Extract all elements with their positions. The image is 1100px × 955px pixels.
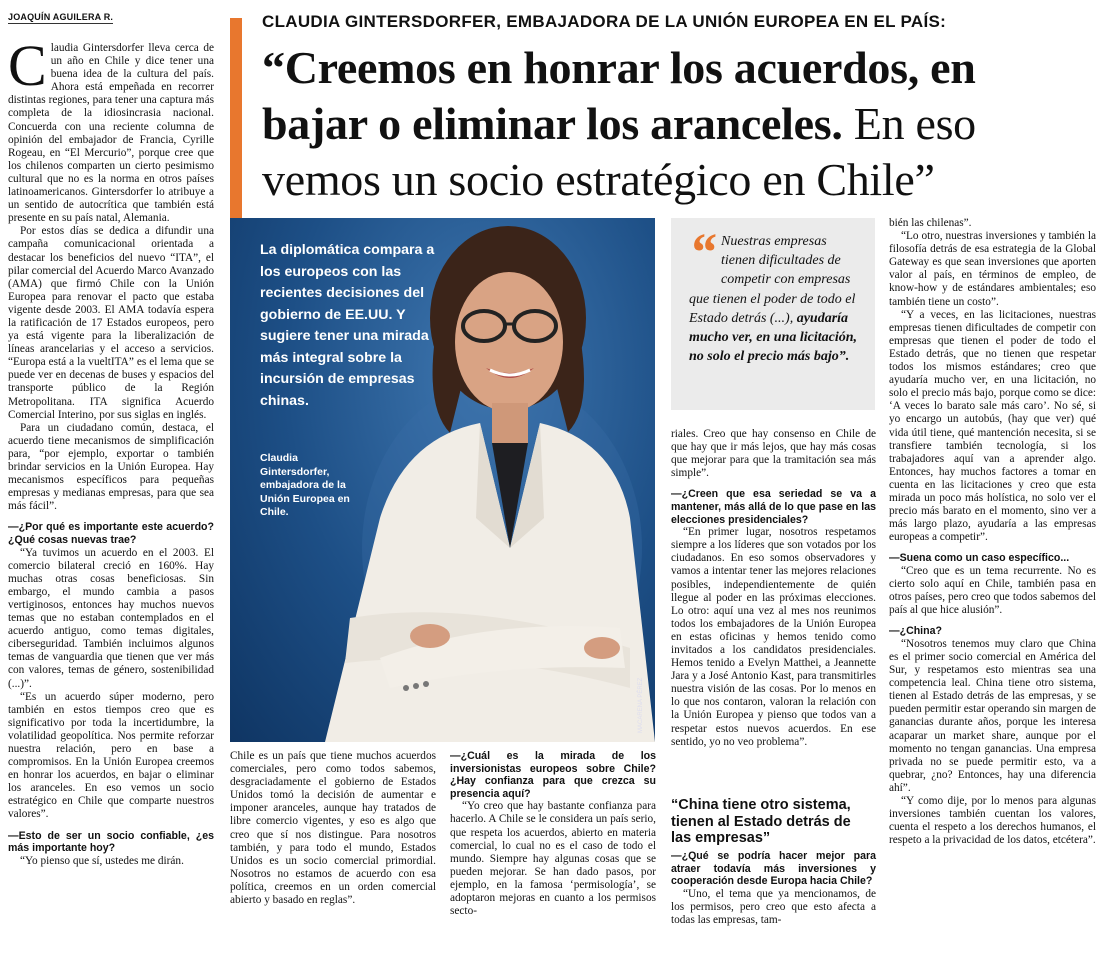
question: —¿Qué se podría hacer mejor para atraer todavía más inversiones y cooperación desde Europa hacia Chile?	[671, 850, 876, 888]
headline-bold: “Creemos en honrar los acuerdos, en bajar o eliminar los aranceles.	[262, 42, 976, 149]
subheading: “China tiene otro sistema, tienen al Estado detrás de las empresas”	[671, 797, 851, 846]
question: —Suena como un caso específico...	[889, 552, 1070, 565]
quote-mark-icon: “	[689, 222, 716, 282]
paragraph: “Lo otro, nuestras inversiones y también la filosofía detrás de esa estrategia de la Global Gateway es que sean inversiones que aporten valor al país, en términos de empleo, de know-how y de estándares ambientales; eso también tiene un costo”.	[889, 230, 1096, 308]
column-4-bottom	[671, 850, 876, 927]
paragraph: Chile es un país que tiene muchos acuerdos comerciales, pero como todos sabemos, desgraciadamente el gobierno de Estados Unidos tomó la decisión de aumentar e imponer aranceles, aunque hay tratados de libre comercio vigentes, y eso es algo que creo que sí nos distingue. Para nosotros también, y para todo el mundo, Estados Unidos es un socio comercial primordial. Nosotros no estamos de acuerdo con esa política, creemos en un orden comercial abierto y basado en reglas”.	[230, 750, 436, 907]
headline-regular: En eso vemos un socio estratégico en Chile”	[262, 98, 976, 205]
column-2	[230, 750, 436, 907]
question: —¿Cuál es la mirada de los inversionistas europeos sobre Chile? ¿Hay confianza para que crezca su presencia aquí?	[450, 750, 656, 800]
accent-bar	[230, 18, 242, 240]
answer: “Creo que es un tema recurrente. No es cierto solo aquí en Chile, también pasa en otros países, pero creo que todos sabemos del país al que hice alusión”.	[889, 564, 1096, 617]
column-4	[671, 428, 876, 749]
answer: “Y como dije, por lo menos para algunas inversiones también cuentan los valores, cuenta el respeto a los derechos humanos, el respeto a la privacidad de los datos, etcétera”.	[889, 795, 1096, 847]
intro-paragraph: laudia Gintersdorfer lleva cerca de un año en Chile y dice tener una buena idea de la cultura del país. Ahora está empeñada en recorrer distintas regiones, para tener una captura más completa de la idiosincrasia nacional. Concuerda con una reciente columna de opinión del embajador de Francia, Cyrille Rogeau, en “El Mercurio”, porque cree que los chilenos comparten un cierto pesimismo cultural que no es la norma en otros países latinoamericanos. Gintersdorfer lo atribuye a un sentido de autocrítica que también está presente en su país natal, Alemania.	[8, 42, 214, 225]
question: —¿Creen que esa seriedad se va a mantener, más allá de lo que pase en las elecciones presidenciales?	[671, 488, 876, 526]
answer: “Ya tuvimos un acuerdo en el 2003. El comercio bilateral creció en 160%. Hay muchas otras cosas beneficiosas. Sin embargo, el mundo cambia a pasos vertiginosos, entonces hay muchos nuevos temas que no estaban contemplados en el acuerdo antiguo, como temas digitales, ciberseguridad. También incluimos algunos temas de vanguardia que tienen que ver más con valores, temas de género, sostenibilidad (...)”.	[8, 546, 214, 690]
answer: “Nosotros tenemos muy claro que China es el primer socio comercial en América del Sur, y respetamos esto mientras sea una competencia leal. China tiene otro sistema, tienen al Estado detrás de las empresas, y se pueden permitir estar operando sin margen de ganancias durante años, porque les interesa acaparar un market share, aunque por el momento no tengan ganancias. Una empresa privada no se puede permitir esto, va a quebrar, ¿no? Entonces, hay una diferencia ahí”.	[889, 637, 1096, 794]
pull-quote-italic: Nuestras empresas tienen dificultades de competir con empresas que tienen el poder de todo el Estado detrás (...),	[689, 234, 856, 326]
paragraph: Para un ciudadano común, destaca, el acuerdo tiene mecanismos de simplificación para, “por ejemplo, exportar o también brindar servicios en la Unión Europea. Hay mecanismos específicos para pequeñas empresas y medianas empresas, para que sea más fácil”.	[8, 421, 214, 513]
answer: “Es un acuerdo súper moderno, pero también en estos tiempos creo que es significativo por toda la incertidumbre, la volatilidad geopolítica. Nos permite reforzar nuestra relación, pero en base a compromisos. En la Unión Europea creemos en honrar los acuerdos, en bajar o eliminar los aranceles. En eso vemos un socio estratégico en Chile que comparte nuestros valores”.	[8, 690, 214, 821]
photo-subcaption: Claudia Gintersdorfer, embajadora de la Unión Europea en Chile.	[260, 452, 350, 519]
photo-caption: La diplomática compara a los europeos con las recientes decisiones del gobierno de EE.UU. Y sugiere tener una mirada más integral sobre la incursión de empresas chinas.	[260, 242, 435, 409]
paragraph: riales. Creo que hay consenso en Chile de que hay que ir más lejos, que hay más cosas que mejorar para que la tramitación sea más simple”.	[671, 428, 876, 480]
paragraph: “Y a veces, en las licitaciones, nuestras empresas tienen dificultades de competir con empresas que tienen el poder de todo el Estado detrás, que no tienen que respetar todos los mismos estándares; creo que ayudaría mucho ver, en una licitación, no solo el precio más bajo, porque como se dice: ‘A veces lo barato sale más caro’. No sé, si yo encargo un autobús, (hay que ver) qué vida útil tiene, qué mantención necesita, si se transfiere también tecnología, si los trabajadores aquí van a aprender algo. Entonces, hay muchos factores a tomar en cuenta en las licitaciones y creo que esta mirada un poco más holística, no solo ver el precio más barato en el momento, sino ver a más largo plazo, ayudaría a las empresas europeas a competir”.	[889, 308, 1096, 544]
question: —¿Por qué es importante este acuerdo? ¿Qué cosas nuevas trae?	[8, 521, 214, 546]
drop-cap: C	[8, 33, 47, 98]
paragraph: Por estos días se dedica a difundir una campaña comunicacional orientada a destacar los beneficios del nuevo “ITA”, el pilar comercial del Acuerdo Marco Avanzado (AMA) que firmó Chile con la Unión Europea para renovar el pacto que estaba vigente desde 2003. El AMA todavía espera la ratificación de 17 Estados europeos, pero ya está vigente para la liberalización de líneas arancelarias y el acceso a servicios. “Europa está a la vueltITA” es el lema que se puede ver en decenas de buses y espacios del transporte público de la Región Metropolitana. ITA significa Acuerdo Comercial Interino, por sus siglas en inglés.	[8, 225, 214, 421]
answer: “Yo creo que hay bastante confianza para hacerlo. A Chile se le considera un país serio, que respeta los acuerdos, abierto en materia comercial, lo cual no es el caso de todo el mundo. Siempre hay algunas cosas que se pueden mejorar. Se han dado pasos, por ejemplo, en la famosa ‘permisología’, se adoptaron mejoras en cuanto a los permisos secto-	[450, 800, 656, 918]
column-5	[889, 217, 1096, 847]
answer: “Uno, el tema que ya mencionamos, de los permisos, pero creo que esto afecta a todas las empresas, tam-	[671, 887, 876, 926]
question: —¿China?	[889, 625, 942, 638]
column-1	[8, 33, 214, 868]
paragraph: bién las chilenas”.	[889, 217, 972, 229]
headline	[262, 40, 1082, 208]
answer: “En primer lugar, nosotros respetamos siempre a los líderes que son votados por los ciudadanos. En eso somos observadores y vamos a intentar tener las mejores relaciones posibles, independientemente de quién llegue al poder en las próximas elecciones. Lo otro: aquí una vez al mes nos reunimos todos los embajadores de la Unión Europea en estas oficinas y hemos tenido como invitados a los candidatos presidenciales. Hemos tenido a Evelyn Matthei, a Jeannette Jara y a José Antonio Kast, para transmitirles nuestra visión de las cosas. Por lo menos en lo que nos contaron, valoran la relación con la Unión Europea y pienso que todos van a respetar estos nuevos acuerdos. En ese sentido, yo no veo problema”.	[671, 526, 876, 748]
portrait-photo	[230, 218, 655, 742]
question: —Esto de ser un socio confiable, ¿es más importante hoy?	[8, 829, 214, 855]
kicker: CLAUDIA GINTERSDORFER, EMBAJADORA DE LA UNIÓN EUROPEA EN EL PAÍS:	[262, 12, 947, 31]
byline: JOAQUÍN AGUILERA R.	[8, 12, 114, 22]
photo-credit: MACARENA PÉREZ	[638, 677, 644, 733]
answer: “Yo pienso que sí, ustedes me dirán.	[20, 854, 184, 867]
column-3	[450, 750, 656, 918]
pull-quote	[671, 218, 875, 410]
pull-quote-bold: ayudaría mucho ver, en una licitación, no solo el precio más bajo”.	[689, 310, 858, 365]
